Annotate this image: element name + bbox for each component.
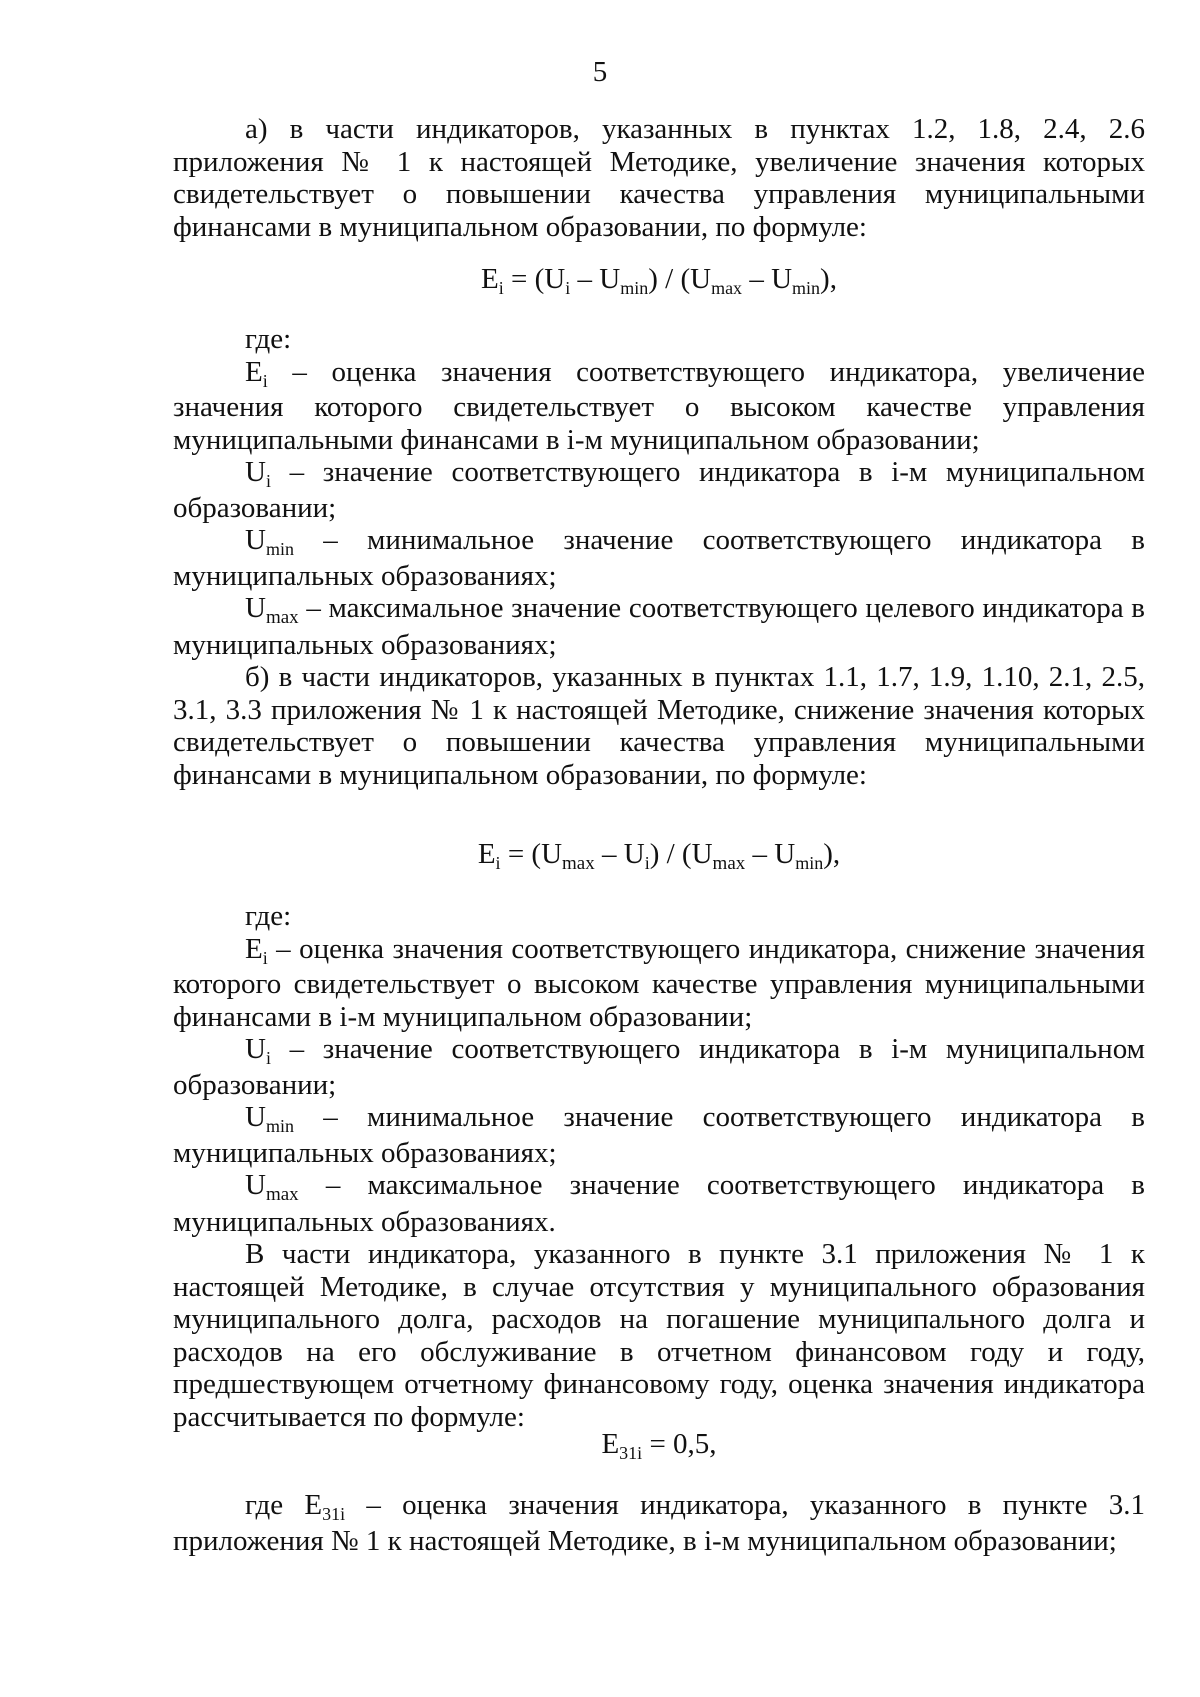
definition-b-ui: $U_i$ – значение соответствующего индикатора в i-м муниципальном образовании; <box>173 1033 1145 1101</box>
formula-3: $E_{31i} = 0,5$, <box>601 1428 717 1463</box>
paragraph-a: а) в части индикаторов, указанных в пунктах 1.2, 1.8, 2.4, 2.6 приложения № 1 к настоящей Методике, увеличение значения которых свидетельствует о повышении качества управления муниципальными финансами в муниципальном образовании, по формуле: <box>173 113 1145 243</box>
definitions-b-block <box>173 900 1145 1433</box>
paragraph-c: В части индикатора, указанного в пункте 3.1 приложения № 1 к настоящей Методике, в случае отсутствия у муниципального образования муниципального долга, расходов на погашение муниципального долга и расходов на его обслуживание в отчетном финансовом году и году, предшествующем отчетному финансовому году, оценка значения индикатора рассчитывается по формуле: <box>173 1238 1145 1433</box>
definition-a-ei: $E_i$ – оценка значения соответствующего индикатора, увеличение значения которого свидетельствует о высоком качестве управления муниципальными финансами в i-м муниципальном образовании; <box>173 355 1145 456</box>
paragraph-d-block <box>173 1489 1145 1557</box>
where-label-b: где: <box>245 900 292 932</box>
formula-1: $E_i = (U_i - U_{min}) / (U_{max} - U_{min})$, <box>481 263 837 298</box>
formula-1-block <box>173 263 1145 299</box>
formula-3-block <box>173 1428 1145 1464</box>
page-number: 5 <box>592 56 608 88</box>
definitions-a-block <box>173 323 1145 791</box>
formula-2-block <box>173 838 1145 875</box>
definition-b-umin: $U_{min}$ – минимальное значение соответствующего индикатора в муниципальных образованиях; <box>173 1101 1145 1169</box>
definition-b-ei: $E_i$ – оценка значения соответствующего индикатора, снижение значения которого свидетельствует о высоком качестве управления муниципальными финансами в i-м муниципальном образовании; <box>173 932 1145 1033</box>
formula-2: $E_i = (U_{max} - U_i) / (U_{max} - U_{min})$, <box>477 838 841 874</box>
paragraph-a-block <box>173 113 1145 243</box>
definition-b-umax: $U_{max}$ – максимальное значение соответствующего индикатора в муниципальных образованиях. <box>173 1169 1145 1238</box>
paragraph-d: где $E_{31i}$ – оценка значения индикатора, указанного в пункте 3.1 приложения № 1 к настоящей Методике, в i-м муниципальном образовании; <box>173 1489 1145 1557</box>
definition-a-umax: $U_{max}$ – максимальное значение соответствующего целевого индикатора в муниципальных образованиях; <box>173 592 1145 661</box>
where-label-a: где: <box>245 323 292 355</box>
paragraph-b: б) в части индикаторов, указанных в пунктах 1.1, 1.7, 1.9, 1.10, 2.1, 2.5, 3.1, 3.3 приложения № 1 к настоящей Методике, снижение значения которых свидетельствует о повышении качества управления муниципальными финансами в муниципальном образовании, по формуле: <box>173 661 1145 791</box>
definition-a-umin: $U_{min}$ – минимальное значение соответствующего индикатора в муниципальных образованиях; <box>173 524 1145 592</box>
definition-a-ui: $U_i$ – значение соответствующего индикатора в i-м муниципальном образовании; <box>173 456 1145 524</box>
